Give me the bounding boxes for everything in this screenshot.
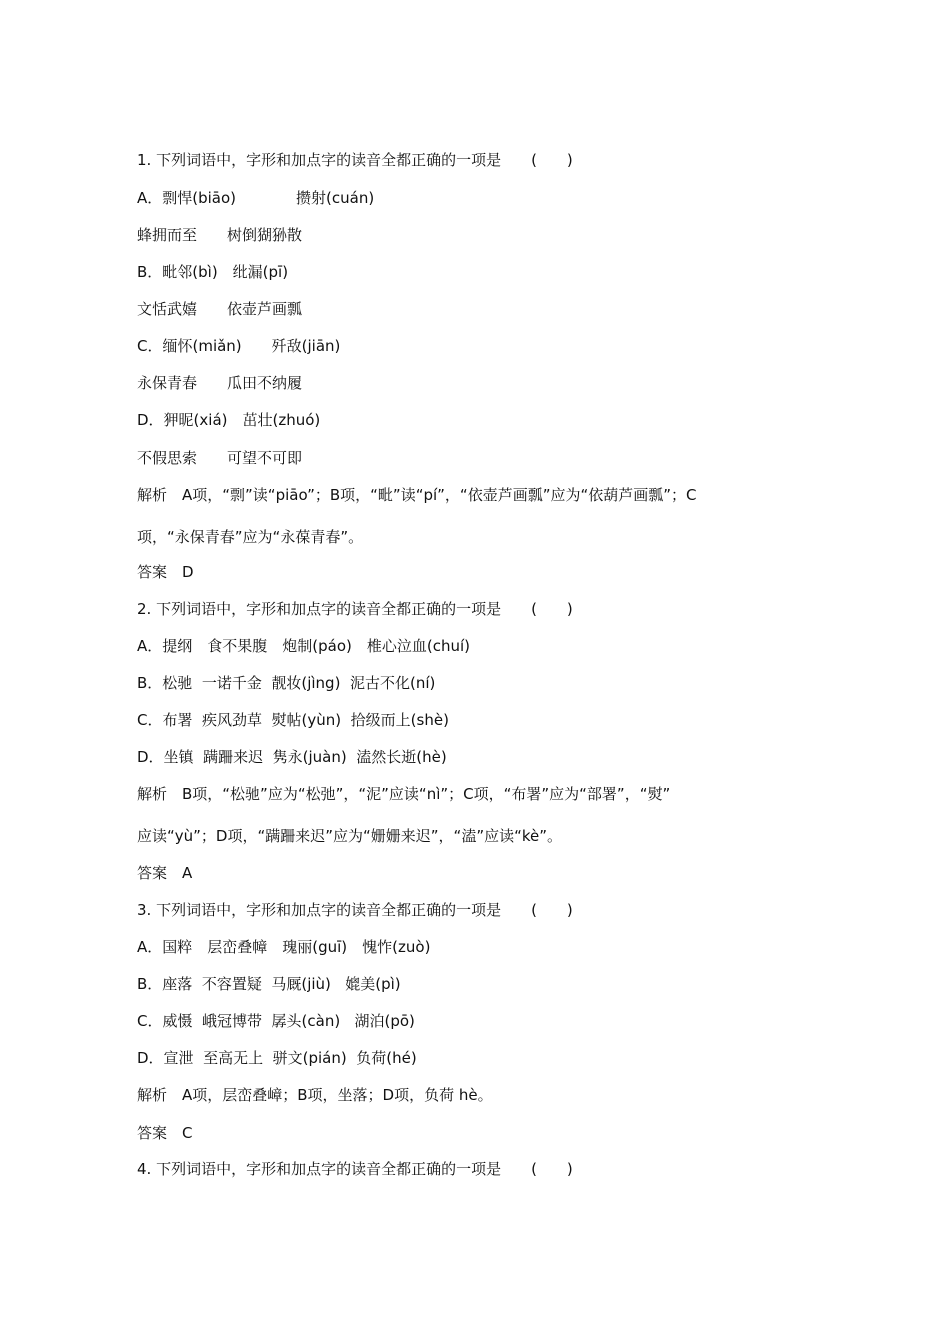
question-3-option-a: A．国粹 层峦叠幛 瑰丽(guī) 愧怍(zuò) [137,938,431,956]
question-1-option-a-words: 蜂拥而至 树倒猢狲散 [137,226,303,244]
question-2-option-a: A．提纲 食不果腹 炮制(páo) 椎心泣血(chuí) [137,637,470,655]
question-2-analysis-line-2: 应读“yù”；D项，“蹒跚来迟”应为“姗姗来迟”，“溘”应读“kè”。 [137,827,563,845]
question-3-option-c: C．威慑 峨冠博带 孱头(càn) 湖泊(pō) [137,1012,415,1030]
question-1-option-b: B．毗邻(bì) 纰漏(pī) [137,263,289,281]
question-3-stem: 3. 下列词语中，字形和加点字的读音全都正确的一项是 ( ) [137,901,573,919]
question-2-option-c: C．布署 疾风劲草 熨帖(yùn) 拾级而上(shè) [137,711,449,729]
question-1-option-b-words: 文恬武嬉 依壶芦画瓢 [137,300,303,318]
question-2-analysis-line-1: 解析 B项，“松驰”应为“松弛”，“泥”应读“nì”；C项，“布署”应为“部署”，“熨” [137,785,671,803]
question-1-option-c-words: 永保青春 瓜田不纳履 [137,374,303,392]
question-2-option-d: D．坐镇 蹒跚来迟 隽永(juàn) 溘然长逝(hè) [137,748,447,766]
question-1-option-d-words: 不假思索 可望不可即 [137,449,303,467]
question-1-option-d: D．狎昵(xiá) 茁壮(zhuó) [137,411,321,429]
question-1-option-c: C．缅怀(miǎn) 歼敌(jiān) [137,337,341,355]
question-1-answer: 答案 D [137,563,194,581]
question-3-answer: 答案 C [137,1124,193,1142]
question-1-analysis-line-1: 解析 A项，“剽”读“piāo”；B项，“毗”读“pí”，“依壶芦画瓢”应为“依葫芦画瓢”；C [137,486,697,504]
question-1-option-a: A．剽悍(biāo) 攒射(cuán) [137,189,375,207]
question-2-stem: 2. 下列词语中，字形和加点字的读音全都正确的一项是 ( ) [137,600,573,618]
question-1-stem: 1. 下列词语中，字形和加点字的读音全都正确的一项是 ( ) [137,151,573,169]
question-3-option-d: D．宣泄 至高无上 骈文(pián) 负荷(hé) [137,1049,417,1067]
question-4-stem: 4. 下列词语中，字形和加点字的读音全都正确的一项是 ( ) [137,1160,573,1178]
question-3-analysis: 解析 A项，层峦叠嶂；B项，坐落；D项，负荷 hè。 [137,1086,493,1104]
question-2-answer: 答案 A [137,864,193,882]
question-3-option-b: B．座落 不容置疑 马厩(jiù) 媲美(pì) [137,975,401,993]
question-2-option-b: B．松驰 一诺千金 靓妆(jìng) 泥古不化(ní) [137,674,436,692]
question-1-analysis-line-2: 项，“永保青春”应为“永葆青春”。 [137,528,364,546]
